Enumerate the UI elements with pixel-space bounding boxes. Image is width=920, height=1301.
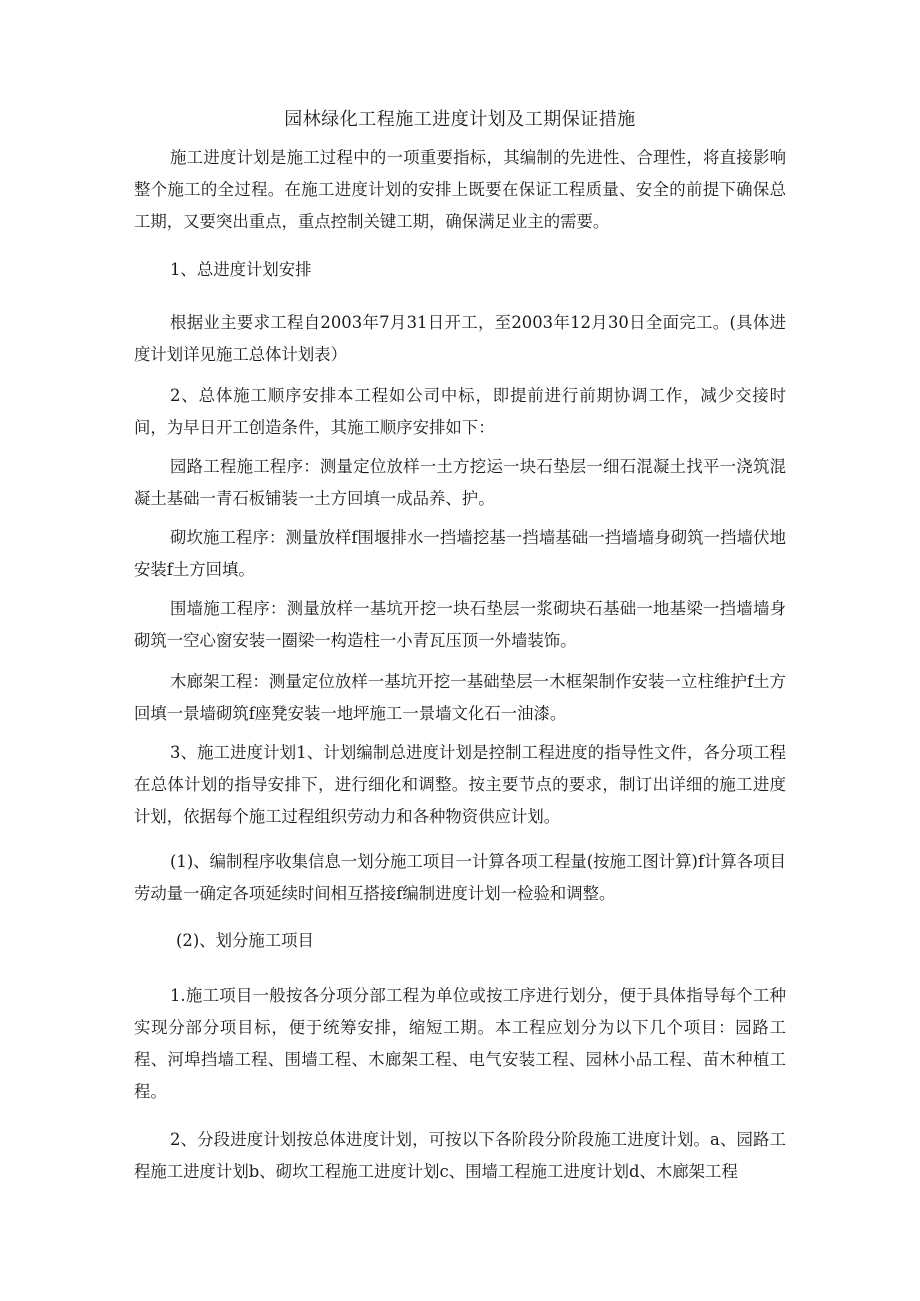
construction-sequence-paragraph: 2、总体施工顺序安排本工程如公司中标，即提前进行前期协调工作，减少交接时间，为早日开工创造条件，其施工顺序安排如下：: [134, 386, 786, 437]
compilation-procedure-paragraph: (1)、编制程序收集信息一划分施工项目一计算各项工程量(按施工图计算)f计算各项目劳动量一确定各项延续时间相互搭接f编制进度计划一检验和调整。: [134, 852, 786, 903]
project-division-paragraph: 1.施工项目一般按各分项分部工程为单位或按工序进行划分，便于具体指导每个工种实现分部分项目标，便于统筹安排，缩短工期。本工程应划分为以下几个项目：园路工程、河埠挡墙工程、围墙工程、木廊架工程、电气安装工程、园林小品工程、苗木种植工程。: [134, 986, 786, 1101]
progress-plan-paragraph: 3、施工进度计划1、计划编制总进度计划是控制工程进度的指导性文件，各分项工程在总体计划的指导安排下，进行细化和调整。按主要节点的要求，制订出详细的施工进度计划，依据每个施工过程组织劳动力和各种物资供应计划。: [134, 743, 786, 826]
section-heading-project-division: (2)、划分施工项目: [176, 931, 314, 950]
wooden-pergola-procedure-paragraph: 木廊架工程：测量定位放样一基坑开挖一基础垫层一木框架制作安装一立柱维护f土方回填一景墙砌筑f座凳安装一地坪施工一景墙文化石一油漆。: [134, 672, 786, 723]
phased-plan-paragraph: 2、分段进度计划按总体进度计划，可按以下各阶段分阶段施工进度计划。a、园路工程施工进度计划b、砌坎工程施工进度计划c、围墙工程施工进度计划d、木廊架工程: [134, 1130, 786, 1181]
intro-paragraph: 施工进度计划是施工过程中的一项重要指标，其编制的先进性、合理性，将直接影响整个施工的全过程。在施工进度计划的安排上既要在保证工程质量、安全的前提下确保总工期，又要突出重点，重点控制关键工期，确保满足业主的需要。: [134, 148, 786, 231]
schedule-dates-paragraph: 根据业主要求工程自2003年7月31日开工，至2003年12月30日全面完工。(具体进度计划详见施工总体计划表）: [134, 313, 786, 364]
section-heading-schedule: 1、总进度计划安排: [170, 260, 312, 279]
road-procedure-paragraph: 园路工程施工程序：测量定位放样一土方挖运一块石垫层一细石混凝土找平一浇筑混凝土基础一青石板铺装一土方回填一成品养、护。: [134, 457, 786, 508]
retaining-wall-procedure-paragraph: 砌坎施工程序：测量放样f围堰排水一挡墙挖基一挡墙基础一挡墙墙身砌筑一挡墙伏地安装f土方回填。: [134, 528, 786, 579]
enclosure-wall-procedure-paragraph: 围墙施工程序：测量放样一基坑开挖一块石垫层一浆砌块石基础一地基梁一挡墙墙身砌筑一空心窗安装一圈梁一构造柱一小青瓦压顶一外墙装饰。: [134, 599, 786, 650]
document-title: 园林绿化工程施工进度计划及工期保证措施: [284, 109, 636, 130]
